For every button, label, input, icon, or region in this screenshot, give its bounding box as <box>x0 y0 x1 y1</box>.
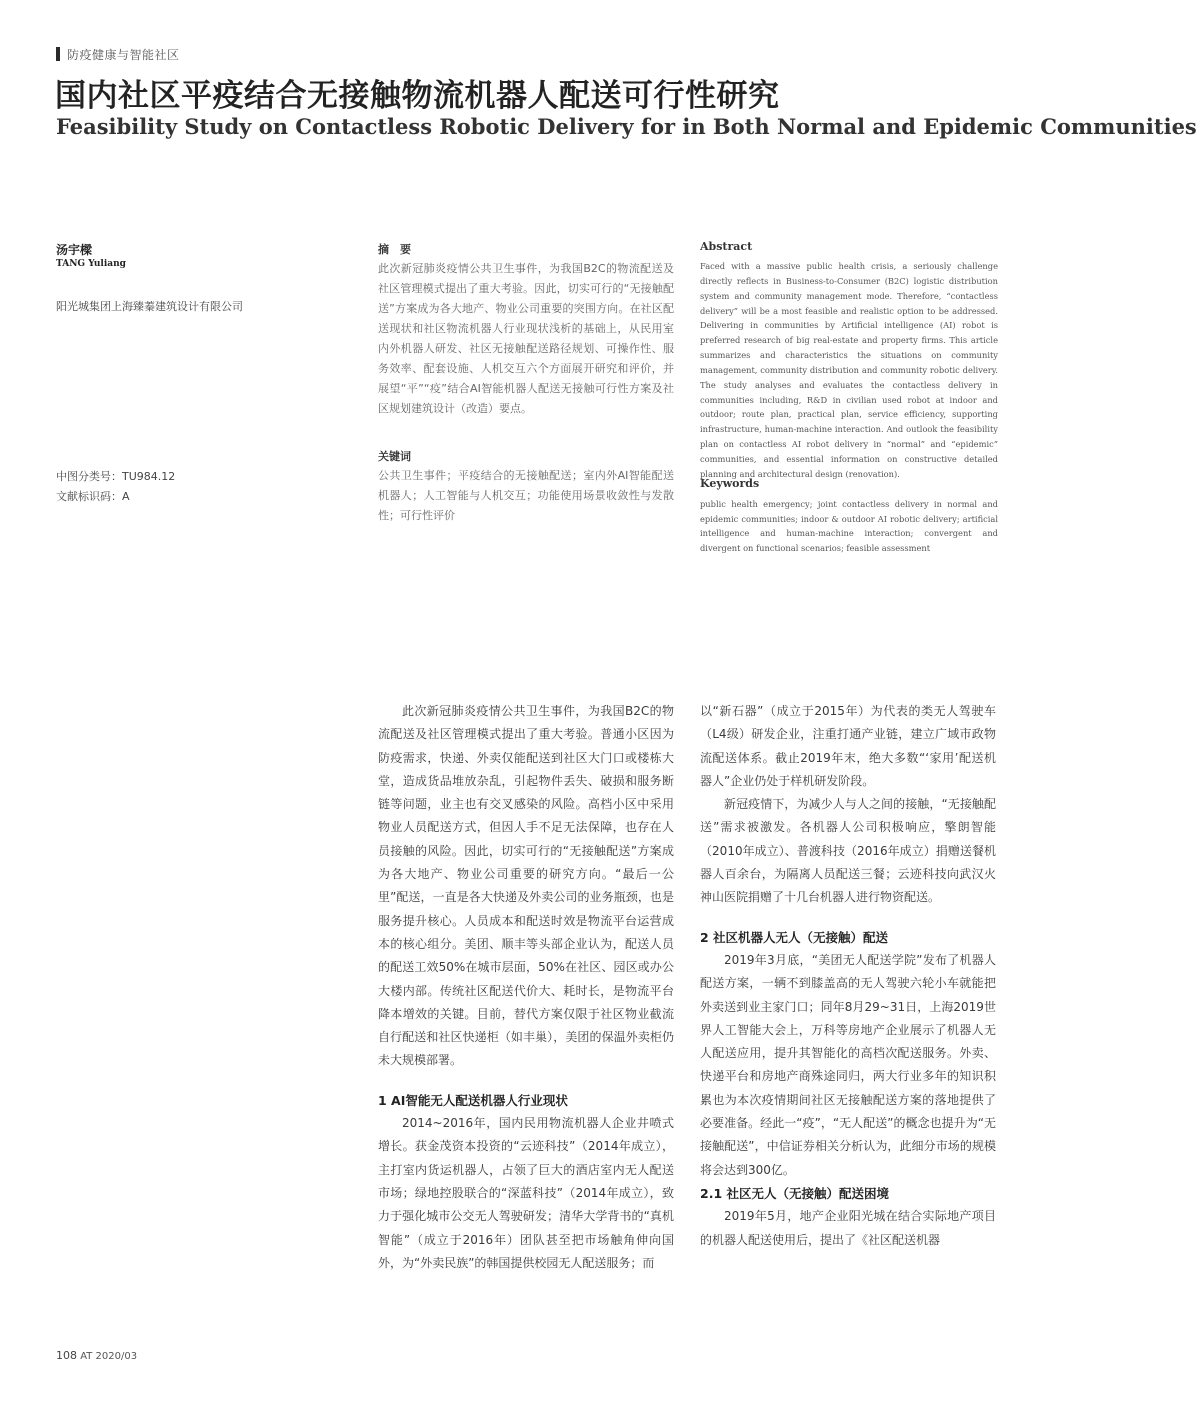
author-affiliation: 阳光城集团上海臻蓁建筑设计有限公司 <box>56 300 243 313</box>
paragraph-4: 2019年5月，地产企业阳光城在结合实际地产项目的机器人配送使用后，提出了《社区配送机器 <box>700 1209 996 1247</box>
section-heading-2: 2 社区机器人无人（无接触）配送 <box>700 929 889 945</box>
article-title-en: Feasibility Study on Contactless Robotic Delivery for in Both Normal and Epidemic Communities <box>56 114 1197 139</box>
paragraph-1-continued: 以“新石器”（成立于2015年）为代表的类无人驾驶车（L4级）研发企业，注重打通产业链，建立广域市政物流配送体系。截止2019年末，绝大多数“‘家用’配送机器人”企业仍处于样机研发阶段。 <box>700 704 996 788</box>
abstract-cn-heading: 摘 要 <box>378 243 411 256</box>
section-marker-bar <box>56 47 60 61</box>
page-number: 108 <box>56 1349 77 1362</box>
author-name-en: TANG Yuliang <box>56 259 126 269</box>
article-title-cn: 国内社区平疫结合无接触物流机器人配送可行性研究 <box>55 78 780 114</box>
abstract-en-body: Faced with a massive public health crisis, a seriously challenge directly reflects in Business-to-Consumer (B2C) logistic distribution system and community management mode. Therefore, “contactless delivery” will be a most feasible and realistic option to be addressed. Delivering in communities by Artificial intelligence (AI) robot is preferred research of big real-estate and property firms. This article summarizes and characteristics the situations on community management, community distribution and community robotic delivery. The study analyses and evaluates the contactless delivery in communities including, R&D in civilian used robot at indoor and outdoor; route plan, practical plan, service efficiency, supporting infrastructure, human-machine interaction. And outlook the feasibility plan on contactless AI robot delivery in “normal” and “epidemic” communities, and essential information on constructive detailed planning and architectural design (renovation). <box>700 261 998 479</box>
keywords-cn-body: 公共卫生事件；平疫结合的无接触配送；室内外AI智能配送机器人；人工智能与人机交互；功能使用场景收敛性与发散性；可行性评价 <box>378 469 674 522</box>
abstract-cn-body: 此次新冠肺炎疫情公共卫生事件，为我国B2C的物流配送及社区管理模式提出了重大考验。因此，切实可行的“无接触配送”方案成为各大地产、物业公司重要的突围方向。在社区配送现状和社区物流机器人行业现状浅析的基础上，从民用室内外机器人研发、社区无接触配送路径规划、可操作性、服务效率、配套设施、人机交互六个方面展开研究和评价，并展望“平”“疫”结合AI智能机器人配送无接触可行性方案及社区规划建筑设计（改造）要点。 <box>378 262 674 415</box>
journal-issue: AT 2020/03 <box>80 1351 138 1362</box>
section-heading-1: 1 AI智能无人配送机器人行业现状 <box>378 1092 568 1108</box>
body-column-left <box>378 700 674 1275</box>
page-footer <box>56 1349 137 1362</box>
paragraph-3: 2019年3月底，“美团无人配送学院”发布了机器人配送方案，一辆不到膝盖高的无人驾驶六轮小车就能把外卖送到业主家门口；同年8月29~31日，上海2019世界人工智能大会上，万科等房地产企业展示了机器人无人配送应用，提升其智能化的高档次配送服务。外卖、快递平台和房地产商殊途同归，两大行业多年的知识积累也为本次疫情期间社区无接触配送方案的落地提供了必要准备。经此一“疫”，“无人配送”的概念也提升为“无接触配送”，中信证券相关分析认为，此细分市场的规模将会达到300亿。 <box>700 952 996 1177</box>
abstract-en-heading: Abstract <box>700 240 753 253</box>
paragraph-2: 新冠疫情下，为减少人与人之间的接触，“无接触配送”需求被激发。各机器人公司积极响应，擎朗智能（2010年成立）、普渡科技（2016年成立）捐赠送餐机器人百余台，为隔离人员配送三餐；云迹科技向武汉火神山医院捐赠了十几台机器人进行物资配送。 <box>700 797 996 905</box>
keywords-en-body: public health emergency; joint contactless delivery in normal and epidemic communities; indoor & outdoor AI robotic delivery; artificial intelligence and human-machine interaction; convergent and divergent on functional scenarios; feasible assessment <box>700 499 998 553</box>
keywords-cn-heading: 关键词 <box>378 450 411 463</box>
body-column-right <box>700 700 996 1252</box>
subsection-heading-2-1: 2.1 社区无人（无接触）配送困境 <box>700 1185 889 1201</box>
section-label: 防疫健康与智能社区 <box>67 47 180 62</box>
author-name-cn: 汤宇樑 <box>56 243 93 257</box>
keywords-en-heading: Keywords <box>700 477 760 490</box>
section-tag <box>56 46 180 62</box>
classification-number: 中图分类号：TU984.12 <box>56 470 176 483</box>
paragraph-1: 2014~2016年，国内民用物流机器人企业井喷式增长。获金茂资本投资的“云迹科技”（2014年成立），主打室内货运机器人，占领了巨大的酒店室内无人配送市场；绿地控股联合的“深蓝科技”（2014年成立），致力于强化城市公交无人驾驶研发；清华大学背书的“真机智能”（成立于2016年）团队甚至把市场触角伸向国外，为“外卖民族”的韩国提供校园无人配送服务；而 <box>378 1116 674 1270</box>
intro-paragraph: 此次新冠肺炎疫情公共卫生事件，为我国B2C的物流配送及社区管理模式提出了重大考验。普通小区因为防疫需求，快递、外卖仅能配送到社区大门口或楼栋大堂，造成货品堆放杂乱，引起物件丢失、破损和服务断链等问题，业主也有交叉感染的风险。高档小区中采用物业人员配送方式，但因人手不足无法保障，也存在人员接触的风险。因此，切实可行的“无接触配送”方案成为各大地产、物业公司重要的研究方向。“最后一公里”配送，一直是各大快递及外卖公司的业务瓶颈，也是服务提升核心。人员成本和配送时效是物流平台运营成本的核心组分。美团、顺丰等头部企业认为，配送人员的配送工效50%在城市层面，50%在社区、园区或办公大楼内部。传统社区配送代价大、耗时长，是物流平台降本增效的关键。目前，替代方案仅限于社区物业截流自行配送和社区快递柜（如丰巢），美团的保温外卖柜仍未大规模部署。 <box>378 704 674 1068</box>
document-code: 文献标识码：A <box>56 490 130 503</box>
